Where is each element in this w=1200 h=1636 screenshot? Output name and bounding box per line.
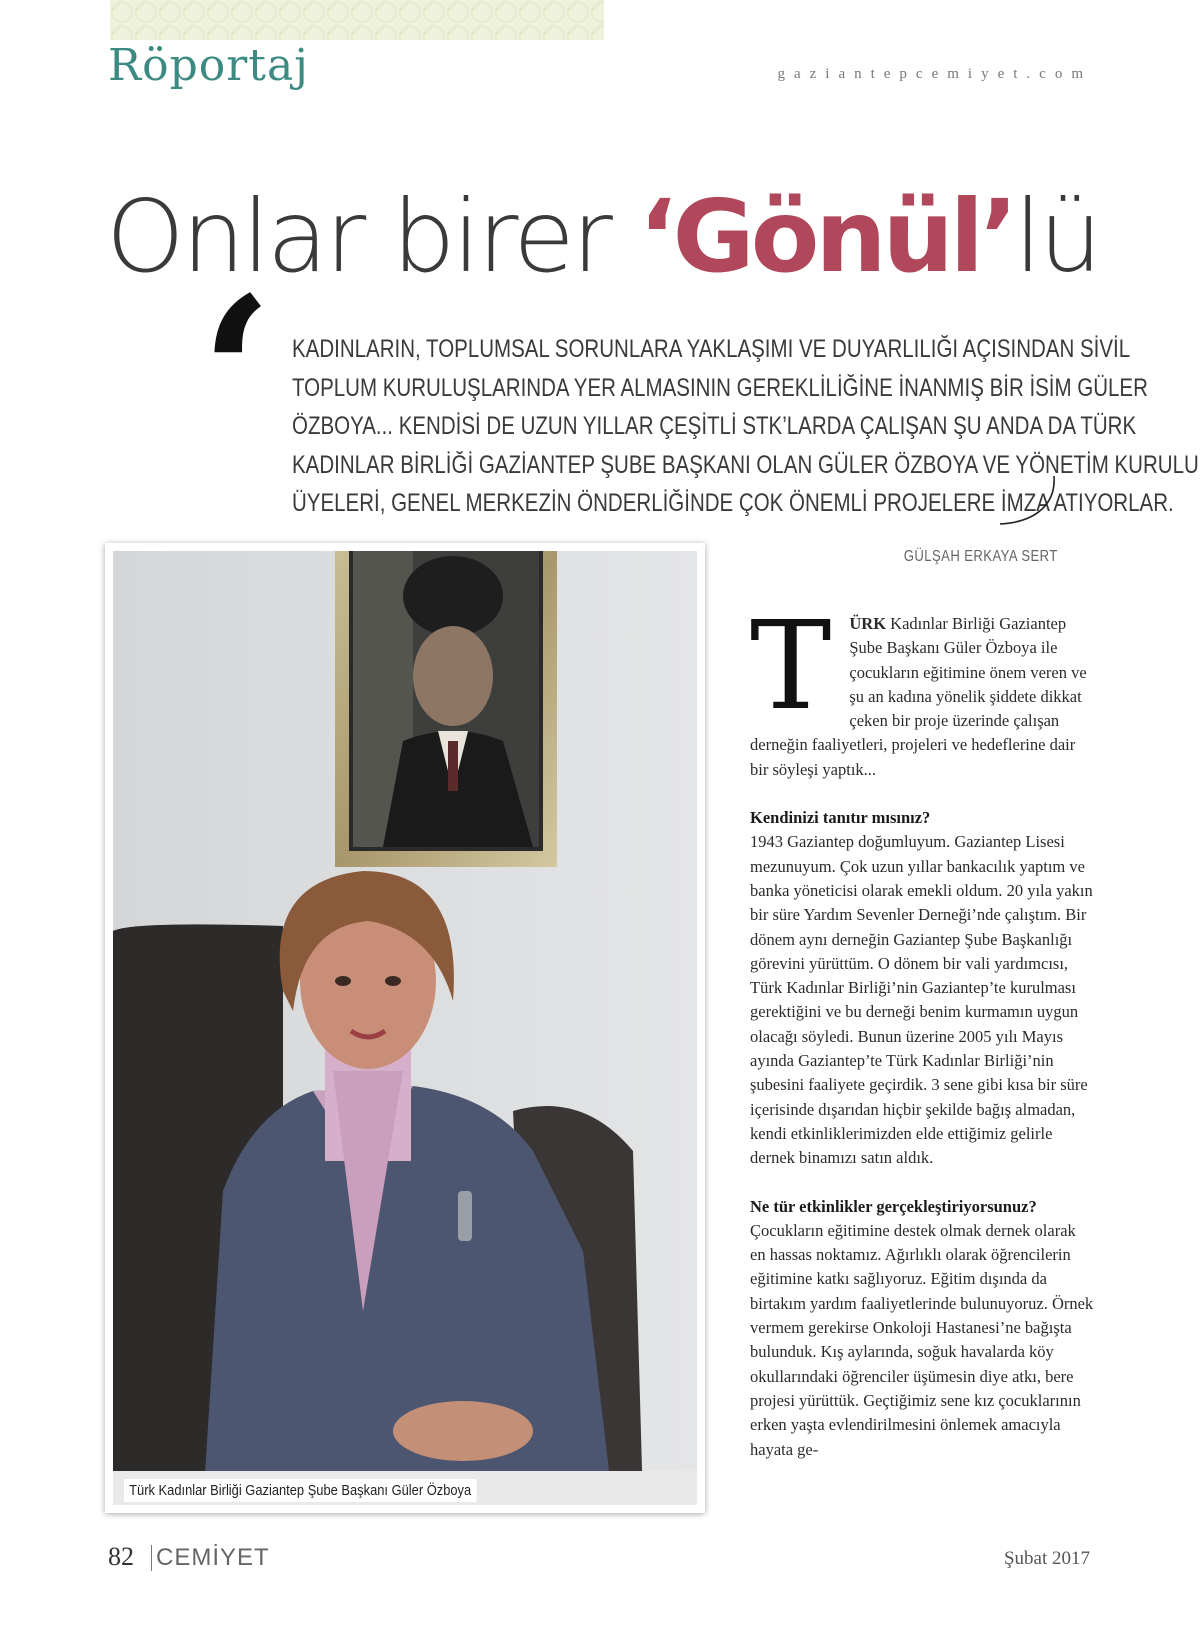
photo-frame bbox=[105, 543, 705, 1513]
lead-line: ÜYELERİ, GENEL MERKEZİN ÖNDERLİĞİNDE ÇOK ÖNEMLİ PROJELERE İMZA ATIYORLAR. bbox=[292, 489, 1174, 517]
byline: GÜLŞAH ERKAYA SERT bbox=[904, 548, 1058, 565]
issue-date: Şubat 2017 bbox=[1003, 1548, 1090, 1569]
header-pattern-band bbox=[110, 0, 604, 40]
answer-2: Çocukların eğitimine destek olmak dernek olarak en hassas noktamız. Ağırlıklı olarak öğrencilerin eğitimine katkı sağlıyoruz. Eğitim dışında da birtakım yardım faaliyetlerinde bulunuyoruz. Örnek vermem gerekirse Onkoloji Hastanesi’ne bağışta bulunduk. Kış aylarında, soğuk havalarda köy okullarındaki öğrenciler üşümesin diye atkı, bere projesi yürüttük. Geçtiğimiz sene kız çocuklarının erken yaşta evlendirilmesini önlemek amacıyla hayata ge- bbox=[750, 1220, 1094, 1459]
lead-line: KADINLAR BİRLİĞİ GAZİANTEP ŞUBE BAŞKANI OLAN GÜLER ÖZBOYA VE YÖNETİM KURULU bbox=[292, 450, 1199, 479]
headline-part1: Onlar birer bbox=[106, 178, 639, 295]
page-number: 82 bbox=[108, 1542, 134, 1571]
photo-caption: Türk Kadınlar Birliği Gaziantep Şube Başkanı Güler Özboya bbox=[124, 1479, 476, 1502]
question-2: Ne tür etkinlikler gerçekleştiriyorsunuz? bbox=[750, 1196, 1037, 1216]
lead-line: TOPLUM KURULUŞLARINDA YER ALMASININ GEREKLİLİĞİNE İNANMIŞ BİR İSİM GÜLER bbox=[292, 373, 1148, 402]
magazine-brand: CEMİYET bbox=[156, 1544, 270, 1571]
article-body bbox=[750, 595, 1095, 1462]
site-url: gaziantepcemiyet.com bbox=[777, 66, 1092, 82]
intro-text: Kadınlar Birliği Gaziantep Şube Başkanı Güler Özboya ile çocukların eğitimine önem veren ve şu an kadına yönelik şiddete dikkat çeken bir proje üzerinde çalışan derneğin faaliyetleri, projeleri ve hedeflerine dair bir söyleşi yaptık... bbox=[750, 614, 1087, 779]
question-1: Kendinizi tanıtır mısınız? bbox=[750, 808, 931, 828]
lead-underline-curve bbox=[996, 474, 1058, 528]
portrait-photo bbox=[113, 551, 697, 1505]
answer-1: 1943 Gaziantep doğumluyum. Gaziantep Lisesi mezunuyum. Çok uzun yıllar bankacılık yaptım ve banka yöneticisi olarak emekli oldum. 20 yıla yakın bir süre Yardım Sevenler Derneği’nde çalıştım. Bir dönem aynı derneğin Gaziantep Şube Başkanlığı görevini yürüttüm. O dönem bir vali yardımcısı, Türk Kadınlar Birliği’nin Gaziantep’te kurulması gerektiğini ve bu derneği benim kurmamın uygun olacağı söyledi. Bunun üzerine 2005 yılı Mayıs ayında Gaziantep’te Türk Kadınlar Birliği’nin şubesini faaliyete geçirdik. 3 sene gibi kısa bir süre içerisinde dışarıdan hiçbir şekilde bağış almadan, kendi etkinliklerimizden elde ettiğimiz gelirle dernek binamızı satın aldık. bbox=[750, 832, 1093, 1168]
lead-paragraph bbox=[292, 330, 1199, 523]
headline-accent: ‘Gönül’ bbox=[638, 178, 1015, 295]
lead-line: ÖZBOYA... KENDİSİ DE UZUN YILLAR ÇEŞİTLİ STK’LARDA ÇALIŞAN ŞU ANDA DA TÜRK bbox=[292, 412, 1137, 440]
section-label: Röportaj bbox=[108, 40, 309, 91]
intro-bold: ÜRK bbox=[849, 614, 887, 633]
headline-part2: lü bbox=[1014, 178, 1100, 295]
quote-mark-icon: ‘ bbox=[200, 251, 274, 498]
lead-line: KADINLARIN, TOPLUMSAL SORUNLARA YAKLAŞIMI VE DUYARLILIĞI AÇISINDAN SİVİL bbox=[292, 335, 1131, 363]
portrait-illustration bbox=[113, 551, 697, 1505]
drop-cap: T bbox=[750, 595, 832, 737]
footer-separator bbox=[151, 1545, 152, 1571]
